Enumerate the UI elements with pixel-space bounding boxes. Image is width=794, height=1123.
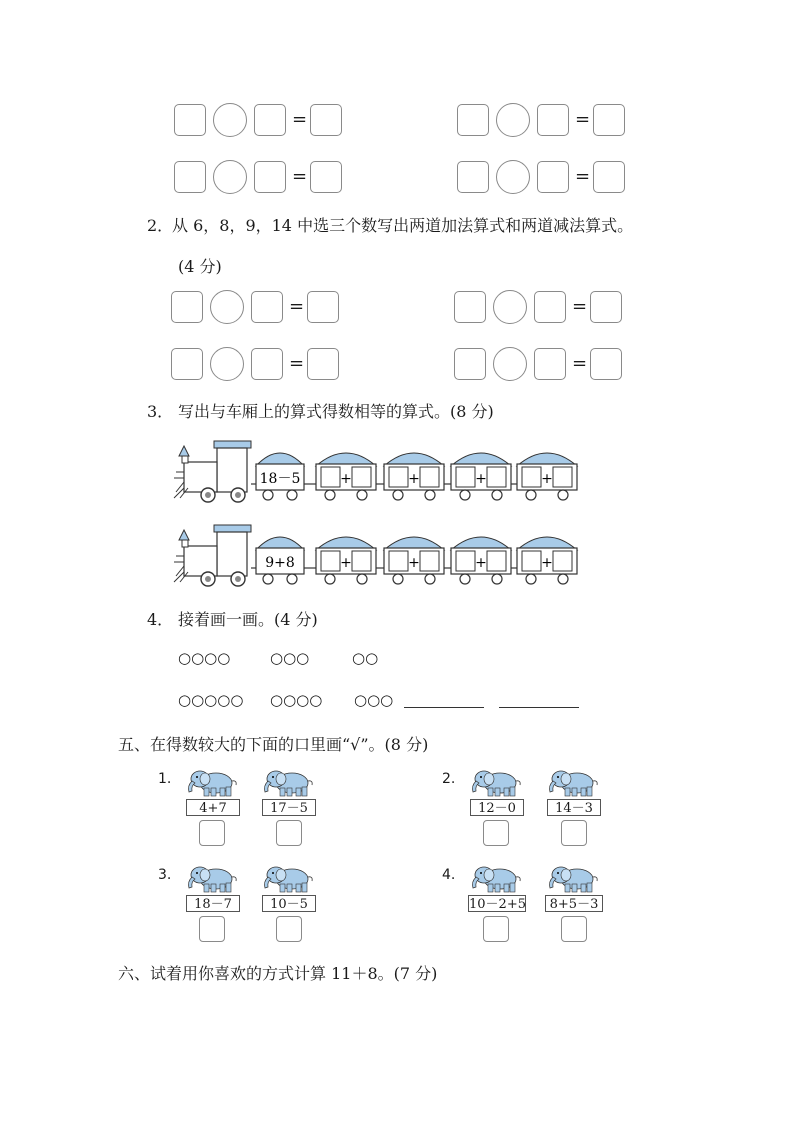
check-box[interactable]: [483, 820, 509, 846]
answer-line[interactable]: [404, 707, 484, 708]
operator-circle[interactable]: [493, 347, 527, 381]
expression-card: 10－2+5: [469, 897, 526, 912]
elephant-icon: [547, 864, 601, 894]
group-label: 1.: [158, 771, 172, 787]
operator-circle[interactable]: [496, 160, 530, 194]
answer-box[interactable]: [454, 348, 486, 380]
operator-circle[interactable]: [496, 103, 530, 137]
answer-box[interactable]: [307, 348, 339, 380]
answer-box[interactable]: [251, 348, 283, 380]
elephant-icon: [470, 864, 524, 894]
elephant-icon: [262, 864, 316, 894]
equals-sign: =: [575, 166, 591, 187]
circle-pattern: ○○○: [354, 691, 394, 709]
circle-pattern: ○○○○: [178, 649, 231, 667]
plus-sign: +: [408, 555, 420, 571]
answer-box[interactable]: [590, 348, 622, 380]
plus-sign: +: [340, 471, 352, 487]
question-3-text: 写出与车厢上的算式得数相等的算式。(8 分): [178, 402, 494, 421]
answer-box[interactable]: [457, 161, 489, 193]
check-box[interactable]: [561, 820, 587, 846]
question-4-text: 接着画一画。(4 分): [178, 610, 318, 629]
question-2-score: (4 分): [178, 257, 222, 276]
operator-circle[interactable]: [213, 160, 247, 194]
elephant-icon: [262, 768, 316, 798]
circle-pattern: ○○○○○: [178, 691, 244, 709]
question-2-text: 从 6，8，9，14 中选三个数写出两道加法算式和两道减法算式。: [172, 216, 634, 235]
circle-pattern: ○○○○: [270, 691, 323, 709]
question-3-number: 3．: [147, 402, 174, 421]
check-box[interactable]: [199, 820, 225, 846]
equals-sign: =: [572, 296, 588, 317]
train-car-expression: 9+8: [265, 555, 295, 571]
question-2-number: 2．: [147, 216, 174, 235]
answer-box[interactable]: [537, 104, 569, 136]
answer-box[interactable]: [251, 291, 283, 323]
answer-box[interactable]: [454, 291, 486, 323]
check-box[interactable]: [276, 820, 302, 846]
answer-box[interactable]: [310, 104, 342, 136]
equals-sign: =: [572, 353, 588, 374]
plus-sign: +: [340, 555, 352, 571]
group-label: 4.: [442, 867, 456, 883]
question-4-number: 4．: [147, 610, 174, 629]
train-illustration-1: [170, 438, 590, 506]
answer-box[interactable]: [310, 161, 342, 193]
answer-box[interactable]: [593, 161, 625, 193]
answer-box[interactable]: [171, 348, 203, 380]
plus-sign: +: [541, 555, 553, 571]
locomotive-icon: [174, 441, 251, 502]
operator-circle[interactable]: [210, 347, 244, 381]
operator-circle[interactable]: [210, 290, 244, 324]
equals-sign: =: [575, 109, 591, 130]
plus-sign: +: [475, 471, 487, 487]
answer-box[interactable]: [593, 104, 625, 136]
elephant-icon: [186, 864, 240, 894]
train-illustration-2: [170, 522, 590, 590]
answer-box[interactable]: [307, 291, 339, 323]
check-box[interactable]: [483, 916, 509, 942]
answer-box[interactable]: [171, 291, 203, 323]
equals-sign: =: [292, 166, 308, 187]
plus-sign: +: [408, 471, 420, 487]
equals-sign: =: [289, 296, 305, 317]
answer-box[interactable]: [590, 291, 622, 323]
elephant-icon: [547, 768, 601, 798]
check-box[interactable]: [199, 916, 225, 942]
elephant-icon: [186, 768, 240, 798]
answer-box[interactable]: [534, 291, 566, 323]
expression-card: 12－0: [470, 799, 524, 816]
operator-circle[interactable]: [213, 103, 247, 137]
circle-pattern: ○○○: [270, 649, 310, 667]
expression-card: 4+7: [186, 799, 240, 816]
plus-sign: +: [475, 555, 487, 571]
equals-sign: =: [292, 109, 308, 130]
check-box[interactable]: [276, 916, 302, 942]
answer-box[interactable]: [174, 161, 206, 193]
answer-box[interactable]: [534, 348, 566, 380]
expression-card: 14－3: [547, 799, 601, 816]
section-6-title: 六、试着用你喜欢的方式计算 11＋8。(7 分): [118, 964, 438, 983]
section-5-title: 五、在得数较大的下面的口里画“√”。(8 分): [118, 735, 429, 754]
expression-card: 8+5－3: [545, 895, 603, 912]
answer-box[interactable]: [537, 161, 569, 193]
group-label: 3.: [158, 867, 172, 883]
answer-box[interactable]: [174, 104, 206, 136]
group-label: 2.: [442, 771, 456, 787]
answer-box[interactable]: [457, 104, 489, 136]
locomotive-icon: [174, 525, 251, 586]
circle-pattern: ○○: [352, 649, 379, 667]
operator-circle[interactable]: [493, 290, 527, 324]
answer-box[interactable]: [254, 161, 286, 193]
train-car-expression: 18－5: [259, 471, 301, 487]
check-box[interactable]: [561, 916, 587, 942]
answer-box[interactable]: [254, 104, 286, 136]
expression-card: 18－7: [186, 895, 240, 912]
equals-sign: =: [289, 353, 305, 374]
answer-line[interactable]: [499, 707, 579, 708]
elephant-icon: [470, 768, 524, 798]
plus-sign: +: [541, 471, 553, 487]
expression-card: 17－5: [262, 799, 316, 816]
expression-card: 10－5: [262, 895, 316, 912]
